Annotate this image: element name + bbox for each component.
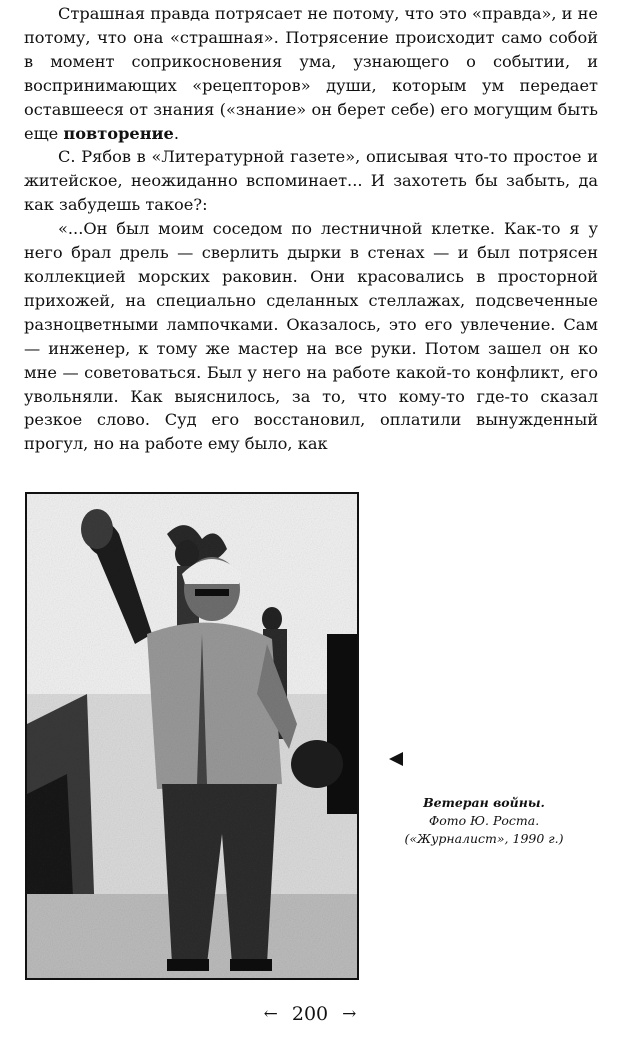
photo-caption — [380, 794, 588, 848]
page-number: 200 — [291, 1003, 329, 1025]
caption-source: («Журналист», 1990 г.) — [404, 831, 564, 846]
caption-credit: Фото Ю. Роста. — [428, 813, 540, 828]
photo-illustration — [27, 494, 357, 978]
page-footer — [0, 1002, 620, 1025]
caption-pointer-icon — [389, 752, 403, 766]
caption-title: Ветеран войны. — [423, 795, 545, 810]
veteran-photo — [25, 492, 359, 980]
left-arrow-icon: ← — [263, 1004, 278, 1024]
paragraph-2: С. Рябов в «Литературной газете», описывая что-то простое и житейское, неожиданно вспоминает... И захотеть бы забыть, да как забудешь такое?: — [24, 147, 598, 215]
right-arrow-icon: → — [342, 1004, 357, 1024]
main-text — [24, 2, 598, 456]
bold-word: повторение — [63, 123, 174, 143]
paragraph-3: «...Он был моим соседом по лестничной клетке. Как-то я у него брал дрель — сверлить дырки в стенах — и был потрясен коллекцией морских раковин. Они красовались в просторной прихожей, на специально сделанных стеллажах, подсвеченные разноцветными лампочками. Оказалось, это его увлечение. Сам — инженер, к тому же мастер на все руки. Потом зашел он ко мне — советоваться. Был у него на работе какой-то конфликт, его увольняли. Как выяснилось, за то, что кому-то где-то сказал резкое слово. Суд его восстановил, оплатили вынужденный прогул, но на работе ему было, как — [24, 219, 598, 454]
paragraph-1-text: Страшная правда потрясает не потому, что это «правда», и не потому, что она «страшная». Потрясение происходит само собой в момент соприкосновения ума, узнающего о событии, и воспринимающих «рецепторов» души, которым ум передает оставшееся от знания («знание» он берет себе) его могущим быть еще — [24, 4, 598, 143]
paragraph-1-end: . — [173, 123, 180, 143]
paragraph-1 — [24, 2, 598, 145]
